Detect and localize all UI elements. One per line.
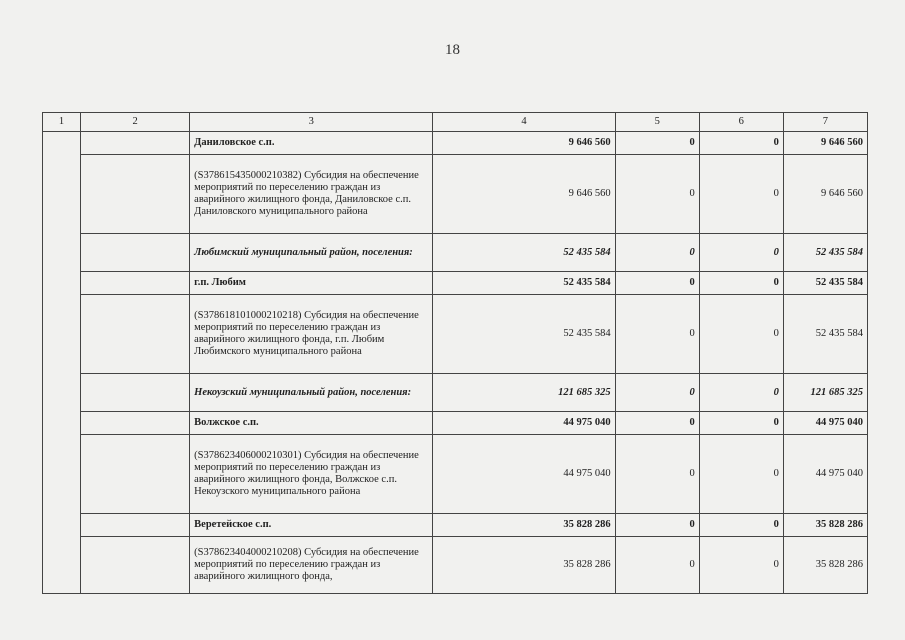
value-cell-c6: 0 [699, 412, 783, 435]
value-cell-c5: 0 [615, 132, 699, 155]
row-name-cell: Даниловское с.п. [190, 132, 433, 155]
value-cell-c6: 0 [699, 374, 783, 412]
value-cell-c5: 0 [615, 295, 699, 374]
value-cell-c5: 0 [615, 272, 699, 295]
value-cell-c6: 0 [699, 155, 783, 234]
value-cell-c6: 0 [699, 295, 783, 374]
value-cell-c6: 0 [699, 132, 783, 155]
page-number: 18 [445, 42, 460, 58]
value-cell-c4: 44 975 040 [433, 435, 615, 514]
row-name-cell: Некоузский муниципальный район, поселения: [190, 374, 433, 412]
table-row [43, 132, 868, 155]
value-cell-c5: 0 [615, 412, 699, 435]
column-2-cell [81, 514, 190, 537]
value-cell-c7: 35 828 286 [783, 514, 867, 537]
value-cell-c4: 52 435 584 [433, 272, 615, 295]
value-cell-c7: 9 646 560 [783, 132, 867, 155]
value-cell-c4: 44 975 040 [433, 412, 615, 435]
value-cell-c6: 0 [699, 234, 783, 272]
value-cell-c4: 52 435 584 [433, 295, 615, 374]
row-name-cell: г.п. Любим [190, 272, 433, 295]
column-header: 1 [43, 113, 81, 132]
table-row [43, 412, 868, 435]
row-name-cell: Любимский муниципальный район, поселения: [190, 234, 433, 272]
row-name-cell: Веретейское с.п. [190, 514, 433, 537]
column-2-cell [81, 272, 190, 295]
row-name-cell: (S378623406000210301) Субсидия на обеспечение мероприятий по переселению граждан из аварийного жилищного фонда, Волжское с.п. Некоузского муниципального района [190, 435, 433, 514]
column-2-cell [81, 295, 190, 374]
value-cell-c7: 52 435 584 [783, 234, 867, 272]
column-2-cell [81, 374, 190, 412]
column-header: 2 [81, 113, 190, 132]
table-row [43, 295, 868, 374]
column-2-cell [81, 155, 190, 234]
table-row [43, 234, 868, 272]
column-header: 3 [190, 113, 433, 132]
table-row [43, 272, 868, 295]
column-2-cell [81, 234, 190, 272]
table-row [43, 435, 868, 514]
value-cell-c6: 0 [699, 272, 783, 295]
row-name-cell: Волжское с.п. [190, 412, 433, 435]
column-1-cell [43, 132, 81, 594]
value-cell-c7: 52 435 584 [783, 295, 867, 374]
value-cell-c4: 121 685 325 [433, 374, 615, 412]
row-name-cell: (S378623404000210208) Субсидия на обеспечение мероприятий по переселению граждан из аварийного жилищного фонда, [190, 537, 433, 594]
value-cell-c5: 0 [615, 374, 699, 412]
value-cell-c6: 0 [699, 514, 783, 537]
value-cell-c7: 44 975 040 [783, 435, 867, 514]
table-row [43, 155, 868, 234]
value-cell-c6: 0 [699, 435, 783, 514]
value-cell-c5: 0 [615, 435, 699, 514]
value-cell-c7: 9 646 560 [783, 155, 867, 234]
value-cell-c4: 35 828 286 [433, 514, 615, 537]
column-header: 6 [699, 113, 783, 132]
table-row [43, 374, 868, 412]
value-cell-c7: 44 975 040 [783, 412, 867, 435]
column-header: 7 [783, 113, 867, 132]
budget-table [42, 112, 868, 594]
column-2-cell [81, 412, 190, 435]
value-cell-c4: 35 828 286 [433, 537, 615, 594]
value-cell-c5: 0 [615, 537, 699, 594]
header-row [43, 113, 868, 132]
column-2-cell [81, 435, 190, 514]
row-name-cell: (S378618101000210218) Субсидия на обеспечение мероприятий по переселению граждан из аварийного жилищного фонда, г.п. Любим Любимского муниципального района [190, 295, 433, 374]
row-name-cell: (S378615435000210382) Субсидия на обеспечение мероприятий по переселению граждан из аварийного жилищного фонда, Даниловское с.п. Даниловского муниципального района [190, 155, 433, 234]
column-2-cell [81, 132, 190, 155]
table-row [43, 537, 868, 594]
table-row [43, 514, 868, 537]
value-cell-c6: 0 [699, 537, 783, 594]
value-cell-c7: 52 435 584 [783, 272, 867, 295]
value-cell-c5: 0 [615, 155, 699, 234]
value-cell-c7: 121 685 325 [783, 374, 867, 412]
column-header: 4 [433, 113, 615, 132]
column-header: 5 [615, 113, 699, 132]
value-cell-c4: 9 646 560 [433, 155, 615, 234]
value-cell-c5: 0 [615, 514, 699, 537]
value-cell-c4: 9 646 560 [433, 132, 615, 155]
column-2-cell [81, 537, 190, 594]
value-cell-c4: 52 435 584 [433, 234, 615, 272]
value-cell-c7: 35 828 286 [783, 537, 867, 594]
value-cell-c5: 0 [615, 234, 699, 272]
table-body [43, 132, 868, 594]
